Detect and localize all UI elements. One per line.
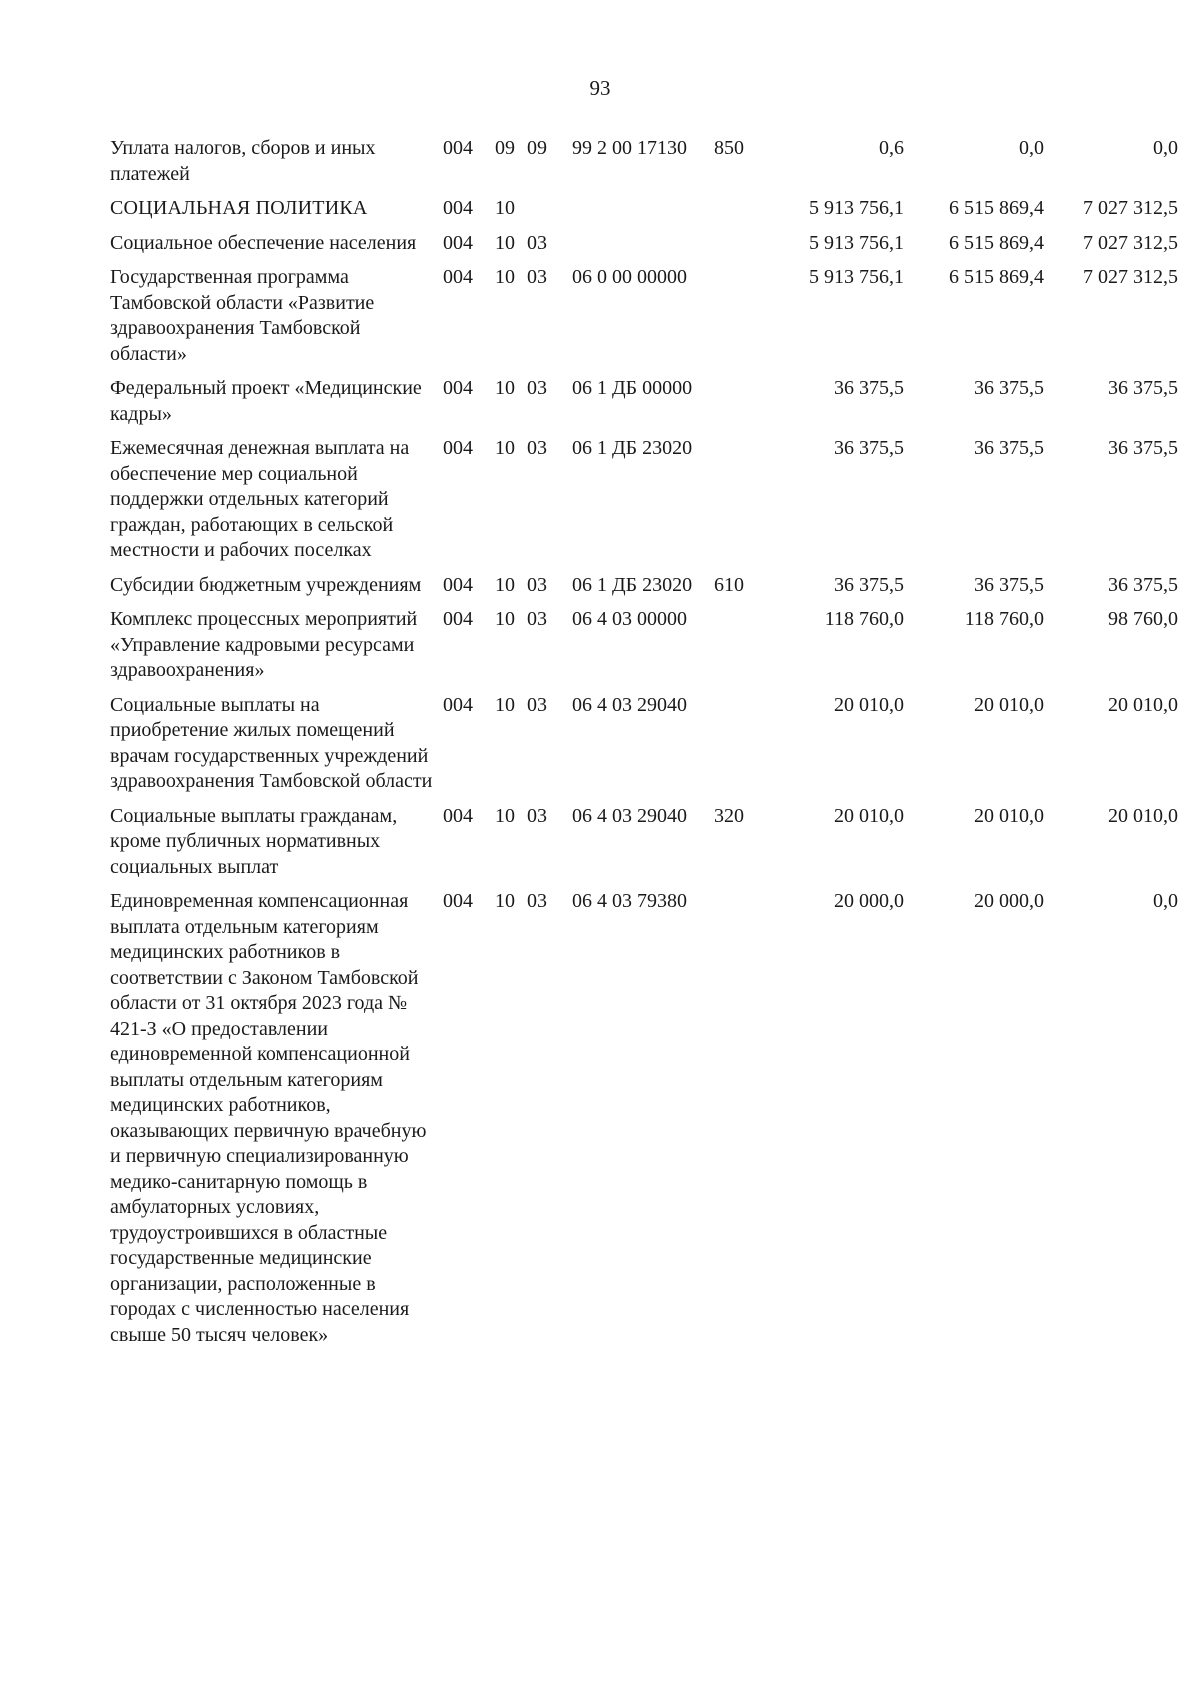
row-name: Федеральный проект «Медицинские кадры» (110, 377, 422, 425)
row-csr: 06 0 00 00000 (572, 266, 687, 288)
row-year3: 36 375,5 (1108, 377, 1178, 399)
row-year1: 5 913 756,1 (809, 231, 904, 254)
row-year3: 36 375,5 (1108, 437, 1178, 459)
row-year2: 118 760,0 (964, 608, 1044, 630)
row-pr: 03 (527, 890, 547, 912)
row-pr: 03 (527, 608, 547, 630)
row-grbs: 004 (443, 231, 473, 254)
row-pr: 03 (527, 573, 547, 596)
row-grbs: 004 (443, 377, 473, 399)
row-csr: 06 1 ДБ 23020 (572, 437, 693, 459)
row-vr: 850 (714, 137, 744, 159)
row-name: Государственная программа Тамбовской области «Развитие здравоохранения Тамбовской области» (110, 266, 375, 365)
row-name: Социальные выплаты гражданам, кроме публичных нормативных социальных выплат (110, 804, 398, 878)
table-row (110, 693, 1180, 804)
row-name: Уплата налогов, сборов и иных платежей (110, 137, 376, 185)
row-year3: 20 010,0 (1108, 693, 1178, 716)
row-pr: 09 (527, 137, 547, 159)
row-rz: 10 (495, 573, 515, 596)
table-row (110, 607, 1180, 693)
row-rz: 10 (495, 890, 515, 912)
table-row (110, 804, 1180, 890)
row-grbs: 004 (443, 890, 473, 912)
row-csr: 06 4 03 79380 (572, 890, 687, 912)
row-year2: 6 515 869,4 (949, 197, 1044, 219)
page-number: 93 (589, 76, 611, 100)
table-row (110, 231, 1180, 266)
row-vr (714, 196, 759, 231)
row-rz: 10 (495, 693, 515, 716)
row-name: Ежемесячная денежная выплата на обеспечение мер социальной поддержки отдельных категорий граждан, работающих в сельской местности и рабочих поселках (110, 437, 410, 561)
row-grbs: 004 (443, 804, 473, 827)
row-grbs: 004 (443, 693, 473, 716)
row-year1: 36 375,5 (834, 573, 904, 596)
row-grbs: 004 (443, 608, 473, 630)
row-year2: 36 375,5 (974, 377, 1044, 399)
row-pr: 03 (527, 377, 547, 399)
row-year2: 6 515 869,4 (949, 266, 1044, 288)
row-rz: 10 (495, 377, 515, 399)
row-pr: 03 (527, 231, 547, 254)
table-row (110, 573, 1180, 608)
row-year2: 36 375,5 (974, 573, 1044, 596)
row-vr (714, 436, 759, 573)
row-rz: 10 (495, 437, 515, 459)
row-name: Субсидии бюджетным учреждениям (110, 573, 422, 596)
row-year1: 20 000,0 (834, 890, 904, 912)
budget-table (110, 136, 1180, 1357)
row-year1: 20 010,0 (834, 804, 904, 827)
row-year2: 20 010,0 (974, 804, 1044, 827)
row-grbs: 004 (443, 197, 473, 219)
row-grbs: 004 (443, 437, 473, 459)
table-row (110, 136, 1180, 196)
row-year1: 5 913 756,1 (809, 197, 904, 219)
row-vr (714, 889, 759, 1357)
table-row (110, 265, 1180, 376)
row-pr: 03 (527, 693, 547, 716)
row-vr (714, 607, 759, 693)
row-csr: 06 4 03 00000 (572, 608, 687, 630)
row-name: Единовременная компенсационная выплата отдельным категориям медицинских работников в соответствии с Законом Тамбовской области от 31 октября 2023 года № 421-З «О предоставлении единовременной компенсационной выплаты отдельным категориям медицинских работников, оказывающих первичную врачебную и первичную специализированную медико-санитарную помощь в амбулаторных условиях, трудоустроившихся в областные государственные медицинские организации, расположенные в городах с численностью населения свыше 50 тысяч человек» (110, 890, 427, 1346)
row-year3: 20 010,0 (1108, 804, 1178, 827)
row-pr: 03 (527, 266, 547, 288)
row-year1: 20 010,0 (834, 693, 904, 716)
row-year1: 118 760,0 (824, 608, 904, 630)
row-csr: 06 1 ДБ 00000 (572, 377, 693, 399)
row-csr: 99 2 00 17130 (572, 137, 687, 159)
row-csr: 06 4 03 29040 (572, 804, 687, 827)
row-csr: 06 1 ДБ 23020 (572, 573, 693, 596)
row-name: Комплекс процессных мероприятий «Управление кадровыми ресурсами здравоохранения» (110, 608, 418, 681)
row-year1: 36 375,5 (834, 437, 904, 459)
row-rz: 10 (495, 266, 515, 288)
row-year3: 0,0 (1153, 137, 1178, 159)
row-rz: 10 (495, 231, 515, 254)
row-rz: 10 (495, 608, 515, 630)
row-rz: 10 (495, 197, 515, 219)
row-rz: 09 (495, 137, 515, 159)
row-grbs: 004 (443, 137, 473, 159)
row-pr: 03 (527, 437, 547, 459)
row-pr (527, 196, 572, 231)
row-csr (572, 196, 714, 231)
row-name: Социальные выплаты на приобретение жилых помещений врачам государственных учреждений здравоохранения Тамбовской области (110, 693, 433, 792)
row-name: Социальное обеспечение населения (110, 231, 417, 254)
row-rz: 10 (495, 804, 515, 827)
row-vr (714, 231, 759, 266)
table-row (110, 889, 1180, 1357)
row-vr (714, 693, 759, 804)
row-vr: 610 (714, 573, 744, 596)
row-vr (714, 265, 759, 376)
row-year1: 36 375,5 (834, 377, 904, 399)
table-row (110, 376, 1180, 436)
row-year1: 0,6 (879, 137, 904, 159)
row-csr: 06 4 03 29040 (572, 693, 687, 716)
row-year3: 98 760,0 (1108, 608, 1178, 630)
row-year3: 7 027 312,5 (1083, 266, 1178, 288)
row-name: СОЦИАЛЬНАЯ ПОЛИТИКА (110, 197, 368, 219)
row-grbs: 004 (443, 266, 473, 288)
row-vr (714, 376, 759, 436)
row-grbs: 004 (443, 573, 473, 596)
row-vr: 320 (714, 804, 744, 827)
row-year3: 7 027 312,5 (1083, 231, 1178, 254)
row-pr: 03 (527, 804, 547, 827)
table-row (110, 436, 1180, 573)
row-year1: 5 913 756,1 (809, 266, 904, 288)
row-year2: 36 375,5 (974, 437, 1044, 459)
row-csr (572, 231, 714, 266)
row-year2: 20 000,0 (974, 890, 1044, 912)
row-year2: 20 010,0 (974, 693, 1044, 716)
row-year2: 6 515 869,4 (949, 231, 1044, 254)
row-year3: 0,0 (1153, 890, 1178, 912)
table-row (110, 196, 1180, 231)
row-year2: 0,0 (1019, 137, 1044, 159)
row-year3: 36 375,5 (1108, 573, 1178, 596)
row-year3: 7 027 312,5 (1083, 197, 1178, 219)
